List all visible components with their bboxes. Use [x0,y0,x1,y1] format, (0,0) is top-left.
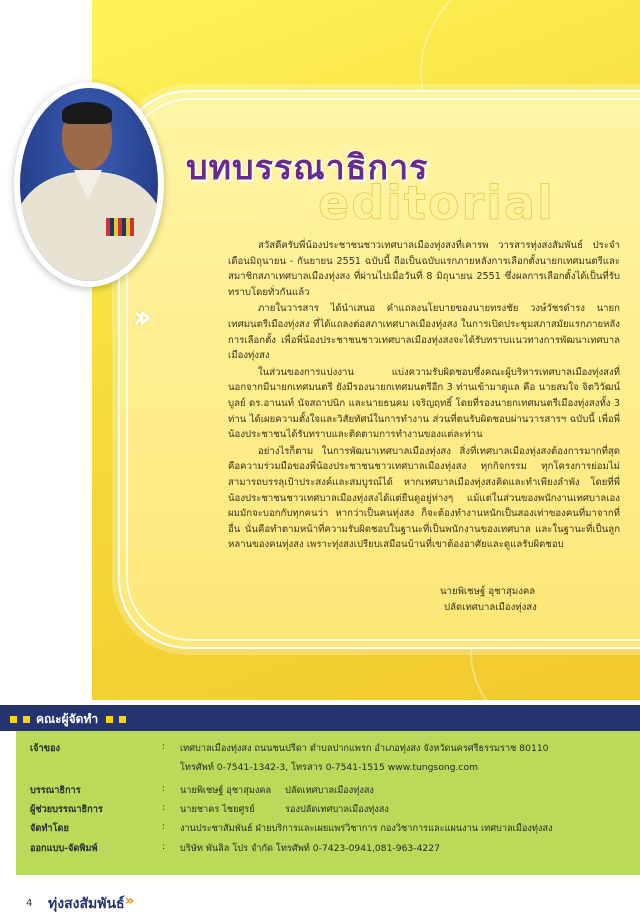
editorial-paragraph: อย่างไรก็ตาม ในการพัฒนาเทศบาลเมืองทุ่งสง สิ่งที่เทศบาลเมืองทุ่งสงต้องการมากที่สุดคือความร่วมมือของพี่น้องประชาชนชาวเทศบาลเมืองทุ่งสง ทุกกิจกรรม ทุกโครงการย่อมไม่สามารถบรรลุเป้าประสงค์และสมบูรณ์ได้ หากเทศบาลเมืองทุ่งสงคิดและทำเพียงลำพัง โดยที่พี่น้องประชาชนชาวเทศบาลเมืองทุ่งสงได้แต่ยืนดูอยู่ห่างๆ แม้แต่ในส่วนของพนักงานเทศบาลเอง ผมมักจะบอกกับทุกคนว่า หากว่าเป็นคนทุ่งสง ก็จะต้องทำงานหนักเป็นสองเท่าของคนที่มาจากที่อื่น นั่นคือทำตามหน้าที่ความรับผิดชอบในฐานะที่เป็นพนักงานของเทศบาล และในฐานะที่เป็นลูกหลานของคนทุ่งสง เพราะทุ่งสงเปรียบเสมือนบ้านที่เขาต้องอาศัยและดูแลรับผิดชอบ [228,445,620,551]
staff-heading [10,710,128,729]
staff-value: นายพิเชษฐ์ อุชาสุมงคล [180,785,272,796]
square-bullet-icon [106,716,113,723]
staff-value: โทรศัพท์ 0-7541-1342-3, โทรสาร 0-7541-1515 www.tungsong.com [180,762,479,773]
staff-box [16,731,640,875]
signature-block [440,584,556,616]
square-bullet-icon [23,716,30,723]
staff-label: เจ้าของ [30,743,60,754]
staff-colon: : [162,741,166,752]
square-bullet-icon [119,716,126,723]
staff-value: งานประชาสัมพันธ์ ฝ่ายบริการและเผยแพร่วิชาการ กองวิชาการและแผนงาน เทศบาลเมืองทุ่งสง [180,823,553,834]
page-footer [0,890,640,915]
square-bullet-icon [10,716,17,723]
signature-name: นายพิเชษฐ์ อุชาสุมงคล [440,586,536,597]
staff-label: ออกแบบ-จัดพิมพ์ [30,843,98,854]
editorial-title: บทบรรณาธิการ [186,148,429,188]
staff-colon: : [162,802,166,813]
staff-header-bar [0,705,640,731]
hair [62,102,112,124]
staff-value: เทศบาลเมืองทุ่งสง ถนนชนปรีดา ตำบลปากแพรก อำเภอทุ่งสง จังหวัดนครศรีธรรมราช 80110 [180,743,549,754]
staff-label: จัดทำโดย [30,823,69,834]
editorial-body [228,238,620,554]
staff-value: นายชาคร ไชยศูรย์ [180,804,255,815]
page-number: 4 [26,898,33,909]
staff-colon: : [162,783,166,794]
portrait-photo [20,88,158,281]
double-chevron-icon: ›› [132,297,145,337]
editorial-title-english: editorial [318,176,555,230]
staff-colon: : [162,841,166,852]
staff-label: ผู้ช่วยบรรณาธิการ [30,804,103,815]
editorial-paragraph: สวัสดีครับพี่น้องประชาชนชาวเทศบาลเมืองทุ่งสงที่เคารพ วารสารทุ่งสงสัมพันธ์ ประจำเดือนมิถุนายน - กันยายน 2551 ฉบับนี้ ถือเป็นฉบับแรกภายหลังการเลือกตั้งนายกเทศมนตรีและสมาชิกสภาเทศบาลเมืองทุ่งสง ที่ผ่านไปเมื่อวันที่ 8 มิถุนายน 2551 ซึ่งผลการเลือกตั้งได้เป็นที่รับทราบโดยทั่วกันแล้ว [228,240,620,298]
staff-role: ปลัดเทศบาลเมืองทุ่งสง [285,785,374,796]
staff-heading-text: คณะผู้จัดทำ [36,712,99,726]
editorial-paragraph: ภายในวารสาร ได้นำเสนอ คำแถลงนโยบายของนายทรงชัย วงษ์วัชรดำรง นายกเทศมนตรีเมืองทุ่งสง ที่ได้แถลงต่อสภาเทศบาลเมืองทุ่งสง ในการเปิดประชุมสภาสมัยแรกภายหลังการเลือกตั้ง เพื่อพี่น้องประชาชนชาวเทศบาลเมืองทุ่งสงจะได้รับทราบแนวทางการพัฒนาเทศบาลเมืองทุ่งสง [228,303,620,362]
staff-value: บริษัท พันลิล โปร จำกัด โทรศัพท์ 0-7423-0941,081-963-4227 [180,843,440,854]
staff-colon: : [162,821,166,832]
staff-label: บรรณาธิการ [30,785,81,796]
medal-ribbons [106,218,134,236]
chevron-right-icon: » [125,893,131,909]
signature-title: ปลัดเทศบาลเมืองทุ่งสง [444,602,537,613]
staff-role: รองปลัดเทศบาลเมืองทุ่งสง [285,804,389,815]
editorial-paragraph: ในส่วนของการแบ่งงาน แบ่งความรับผิดชอบซึ่งคณะผู้บริหารเทศบาลเมืองทุ่งสงที่นอกจากมีนายกเทศมนตรี ยังมีรองนายกเทศมนตรีอีก 3 ท่านเข้ามาดูแล คือ นายสมใจ จิตวิวัฒน์บูลย์ ดร.อานนท์ นัจสถาปนิก และนายธนคม เจริญฤทธิ์ โดยที่รองนายกเทศมนตรีเมืองทุ่งสงทั้ง 3 ท่าน ได้เผยความตั้งใจและวิสัยทัศน์ในการทำงาน ส่วนที่ตนรับผิดชอบผ่านวารสารฯ ฉบับนี้ เพื่อพี่น้องประชาชนได้รับทราบและติดตามการทำงานของแต่ละท่าน [228,366,620,441]
magazine-name: ทุ่งสงสัมพันธ์ [48,896,125,912]
